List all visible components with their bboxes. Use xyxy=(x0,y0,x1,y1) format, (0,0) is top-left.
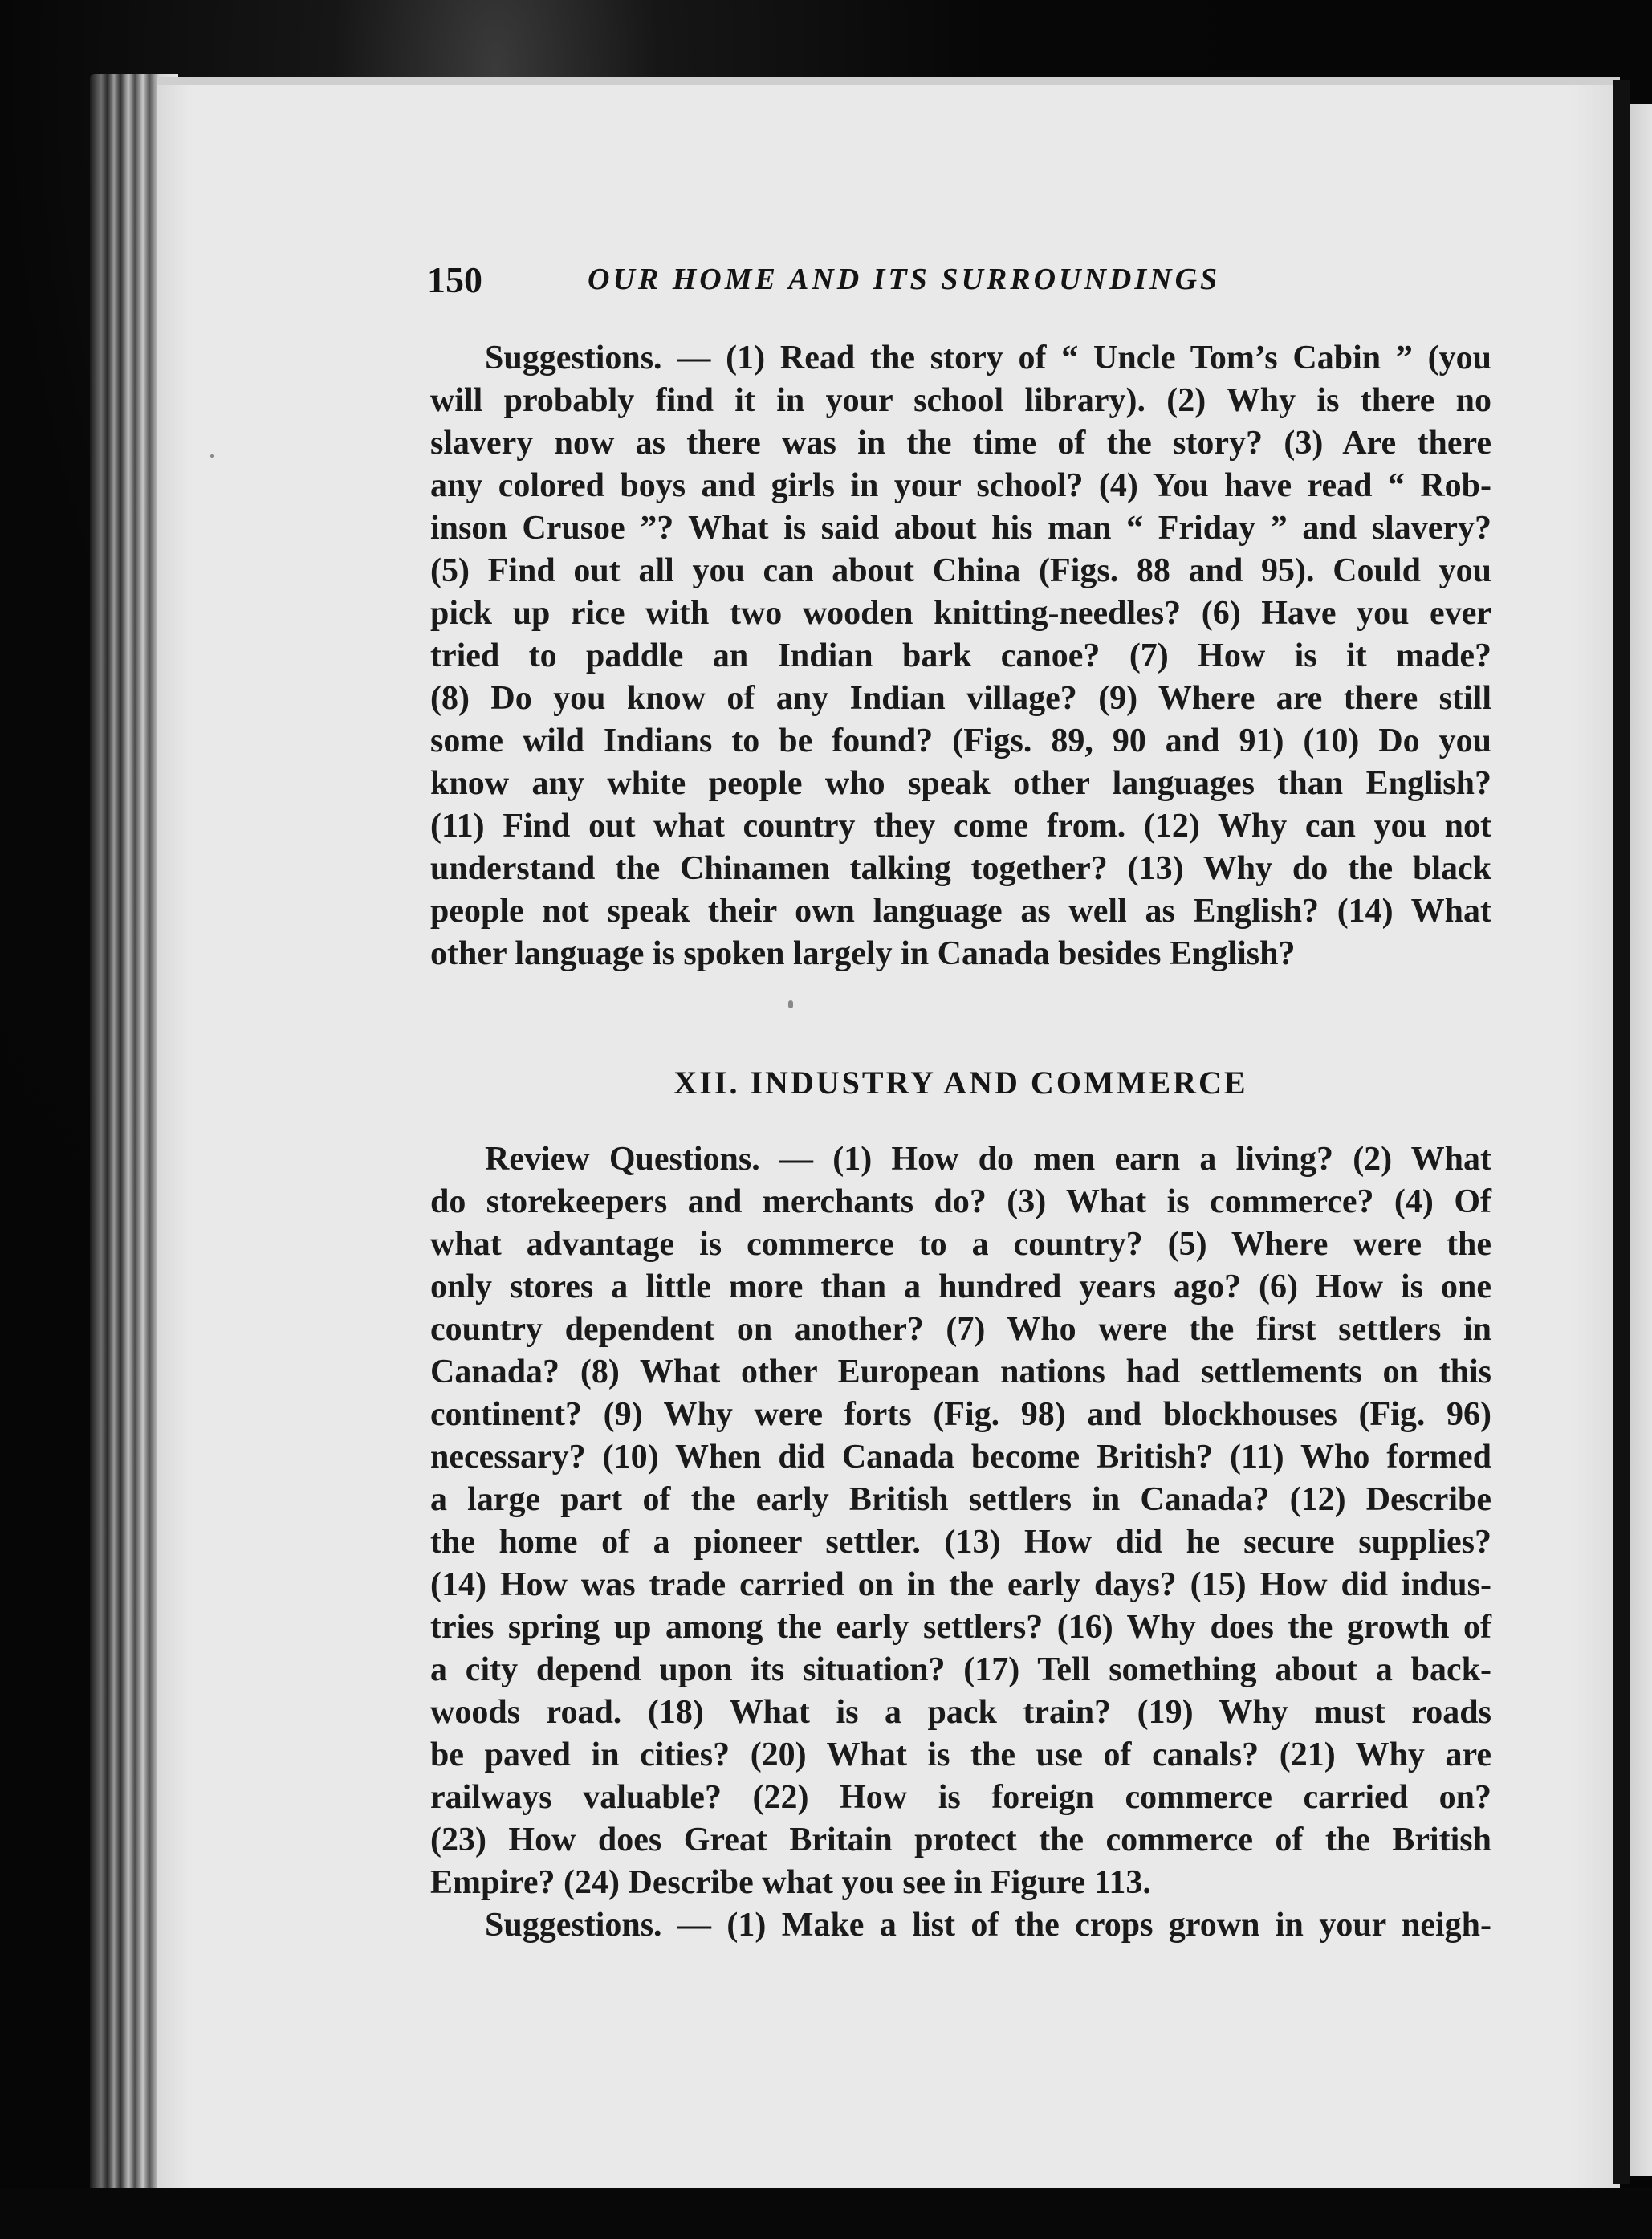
text-line: do storekeepers and merchants do? (3) What is commerce? (4) Of xyxy=(430,1183,1491,1220)
text-line: people not speak their own language as well as English? (14) What xyxy=(430,893,1491,930)
text-line: Suggestions. — (1) Read the story of “ Uncle Tom’s Cabin ” (you xyxy=(485,340,1491,377)
text-line: Suggestions. — (1) Make a list of the crops grown in your neigh- xyxy=(485,1907,1491,1944)
text-line: what advantage is commerce to a country? (5) Where were the xyxy=(430,1226,1491,1263)
text-line: the home of a pioneer settler. (13) How did he secure supplies? xyxy=(430,1524,1491,1561)
review-questions-paragraph xyxy=(430,1138,1491,1947)
text-line: slavery now as there was in the time of the story? (3) Are there xyxy=(430,425,1491,462)
text-line: will probably find it in your school library). (2) Why is there no xyxy=(430,382,1491,419)
text-line: continent? (9) Why were forts (Fig. 98) and blockhouses (Fig. 96) xyxy=(430,1396,1491,1433)
suggestions-paragraph-1 xyxy=(430,337,1491,975)
text-line: (8) Do you know of any Indian village? (9) Where are there still xyxy=(430,680,1491,717)
text-line: (14) How was trade carried on in the early days? (15) How did indus- xyxy=(430,1566,1491,1603)
scan-speck xyxy=(788,1000,793,1008)
book-title: OUR HOME AND ITS SURROUNDINGS xyxy=(588,263,1221,296)
text-line: Canada? (8) What other European nations had settlements on this xyxy=(430,1354,1491,1390)
scan-speck xyxy=(210,454,214,458)
text-line: necessary? (10) When did Canada become British? (11) Who formed xyxy=(430,1439,1491,1476)
next-page-edge xyxy=(1630,104,1652,2176)
text-line: a large part of the early British settlers in Canada? (12) Describe xyxy=(430,1481,1491,1518)
text-line: pick up rice with two wooden knitting-needles? (6) Have you ever xyxy=(430,595,1491,632)
text-line: woods road. (18) What is a pack train? (19) Why must roads xyxy=(430,1694,1491,1731)
bottom-shadow xyxy=(0,2188,1652,2239)
text-line: a city depend upon its situation? (17) Tell something about a back- xyxy=(430,1651,1491,1688)
text-line: Empire? (24) Describe what you see in Figure 113. xyxy=(430,1864,1151,1901)
text-line: understand the Chinamen talking together? (13) Why do the black xyxy=(430,850,1491,887)
text-line: (23) How does Great Britain protect the commerce of the British xyxy=(430,1822,1491,1858)
text-line: country dependent on another? (7) Who were the first settlers in xyxy=(430,1311,1491,1348)
text-line: railways valuable? (22) How is foreign commerce carried on? xyxy=(430,1779,1491,1816)
text-line: (11) Find out what country they come from. (12) Why can you not xyxy=(430,808,1491,845)
text-line: know any white people who speak other languages than English? xyxy=(430,765,1491,802)
text-line: tried to paddle an Indian bark canoe? (7) How is it made? xyxy=(430,637,1491,674)
text-line: any colored boys and girls in your school? (4) You have read “ Rob- xyxy=(430,467,1491,504)
text-line: Review Questions. — (1) How do men earn a living? (2) What xyxy=(485,1141,1491,1178)
running-head xyxy=(427,259,1495,303)
text-line: some wild Indians to be found? (Figs. 89, 90 and 91) (10) Do you xyxy=(430,723,1491,759)
text-line: be paved in cities? (20) What is the use of canals? (21) Why are xyxy=(430,1736,1491,1773)
text-line: tries spring up among the early settlers? (16) Why does the growth of xyxy=(430,1609,1491,1646)
text-line: only stores a little more than a hundred years ago? (6) How is one xyxy=(430,1268,1491,1305)
section-heading: XII. INDUSTRY AND COMMERCE xyxy=(673,1065,1248,1101)
text-line: other language is spoken largely in Canada besides English? xyxy=(430,935,1296,972)
text-line: (5) Find out all you can about China (Figs. 88 and 95). Could you xyxy=(430,552,1491,589)
text-line: inson Crusoe ”? What is said about his man “ Friday ” and slavery? xyxy=(430,510,1491,547)
binding-shadow xyxy=(1613,80,1630,2184)
page-number: 150 xyxy=(427,259,482,300)
